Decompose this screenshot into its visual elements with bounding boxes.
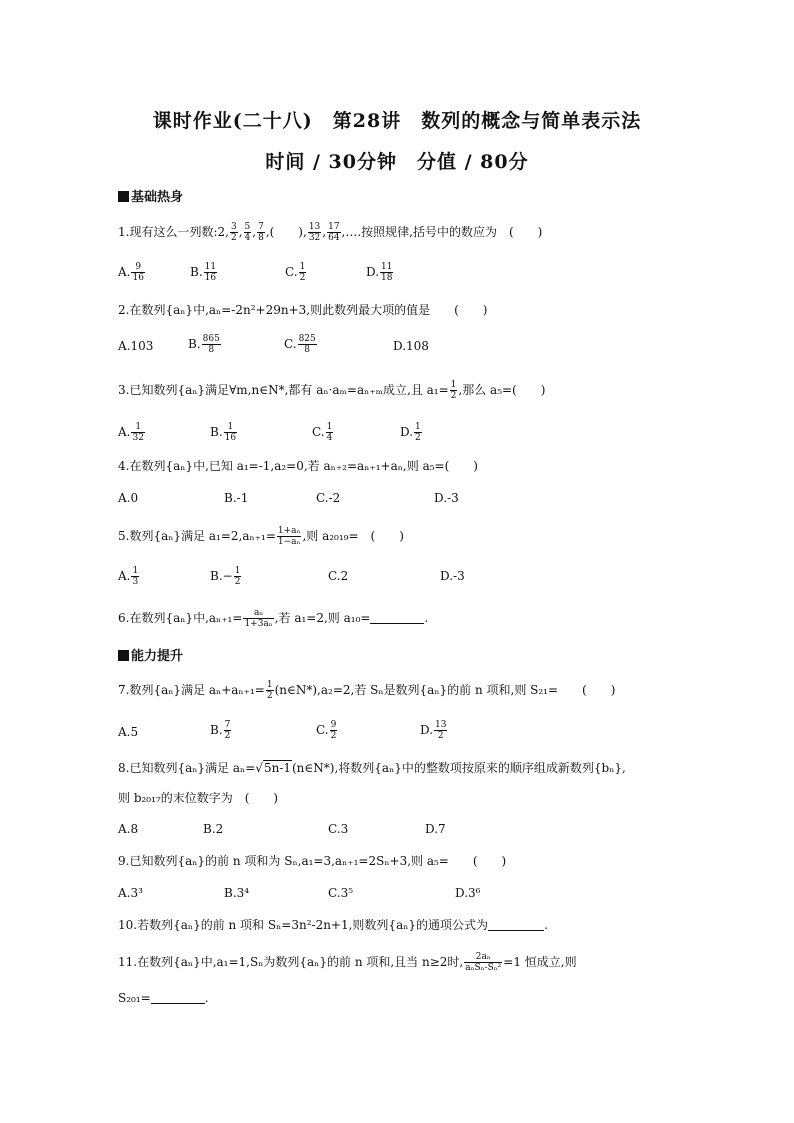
q4-option-b[interactable]: B.-1: [224, 491, 249, 505]
q9-option-a[interactable]: A.3³: [118, 886, 143, 900]
fraction: $\frac{3}{2}$: [230, 222, 237, 243]
fraction: $\frac{1}{2}$: [266, 680, 273, 701]
q9-option-c[interactable]: C.3⁵: [328, 886, 354, 900]
q7-option-b[interactable]: B. $\frac{7}{2}$: [210, 720, 231, 741]
square-bullet-icon: [118, 650, 129, 661]
q3-option-a[interactable]: A. $\frac{1}{32}$: [118, 422, 144, 443]
question-2: 2.在数列{aₙ}中,aₙ=-2n²+29n+3,则此数列最大项的值是 ( ): [118, 303, 488, 317]
q8-option-a[interactable]: A.8: [118, 822, 139, 836]
fraction: $\frac{\text{2aₙ}}{\text{aₙSₙ-Sₙ²}}$: [465, 952, 502, 973]
q2-option-d[interactable]: D.108: [393, 339, 429, 353]
question-9: 9.已知数列{aₙ}的前 n 项和为 Sₙ,a₁=3,aₙ₊₁=2Sₙ+3,则 a₅= ( ): [118, 854, 507, 868]
question-11-line-2: S₂₀₁= .: [118, 991, 209, 1005]
fraction: $\frac{5}{4}$: [244, 222, 251, 243]
question-3: 3.已知数列{aₙ}满足∀m,n∈N*,都有 aₙ·aₘ=aₙ₊ₘ成立,且 a₁= $\frac{1}{2}$ ,那么 a₅=( ): [118, 380, 546, 401]
fraction: $\frac{\text{1+aₙ}}{\text{1−aₙ}}$: [277, 526, 301, 547]
q8-option-d[interactable]: D.7: [425, 822, 446, 836]
q4-option-c[interactable]: C.-2: [316, 491, 341, 505]
q5-option-d[interactable]: D.-3: [440, 569, 465, 583]
q5-option-b[interactable]: B.− $\frac{1}{2}$: [210, 566, 241, 587]
q7-option-a[interactable]: A.5: [118, 725, 139, 739]
q4-option-d[interactable]: D.-3: [434, 491, 459, 505]
q2-option-b[interactable]: B. $\frac{865}{8}$: [188, 334, 220, 355]
question-6: 6.在数列{aₙ}中,aₙ₊₁= $\frac{\text{aₙ}}{\text{1+3aₙ}}$ ,若 a₁=2,则 a₁₀= .: [118, 608, 429, 629]
question-10: 10.若数列{aₙ}的前 n 项和 Sₙ=3n²-2n+1,则数列{aₙ}的通项公式为 .: [118, 918, 548, 932]
q7-option-c[interactable]: C. $\frac{9}{2}$: [316, 720, 337, 741]
page-title: 课时作业(二十八) 第28讲 数列的概念与简单表示法: [152, 110, 642, 132]
fraction: $\frac{7}{8}$: [258, 222, 264, 243]
q5-option-c[interactable]: C.2: [328, 569, 349, 583]
q3-option-c[interactable]: C. $\frac{1}{4}$: [312, 422, 333, 443]
fraction: $\frac{17}{64}$: [328, 222, 340, 243]
q9-option-b[interactable]: B.3⁴: [224, 886, 250, 900]
question-4: 4.在数列{aₙ}中,已知 a₁=-1,a₂=0,若 aₙ₊₂=aₙ₊₁+aₙ,则 a₅=( ): [118, 459, 478, 473]
q4-option-a[interactable]: A.0: [118, 491, 139, 505]
answer-blank[interactable]: [370, 623, 424, 624]
section-basic: 基础热身: [118, 186, 183, 205]
q8-option-c[interactable]: C.3: [328, 822, 349, 836]
fraction: $\frac{1}{2}$: [450, 380, 457, 401]
fraction: $\frac{13}{32}$: [308, 222, 321, 243]
section-advanced: 能力提升: [118, 645, 183, 664]
q3-option-b[interactable]: B. $\frac{1}{16}$: [210, 422, 237, 443]
square-bullet-icon: [118, 191, 129, 202]
question-8: 8.已知数列{aₙ}满足 aₙ=√5n-1(n∈N*),将数列{aₙ}中的整数项按原来的顺序组成新数列{bₙ},: [118, 761, 626, 775]
q2-option-a[interactable]: A.103: [118, 339, 154, 353]
q1-option-d[interactable]: D. $\frac{11}{18}$: [366, 262, 393, 283]
answer-blank[interactable]: [488, 930, 544, 931]
q5-option-a[interactable]: A. $\frac{1}{3}$: [118, 566, 139, 587]
question-1: 1.现有这么一列数:2, $\frac{3}{2}$ , $\frac{5}{4}$ , $\frac{7}{8}$ ,( ), $\frac{13}{32}$ , $\frac{17}{64}$ ,….按照规律,括号中的数应为 ( ): [118, 222, 543, 243]
q1-option-a[interactable]: A. $\frac{9}{16}$: [118, 262, 144, 283]
q7-option-d[interactable]: D. $\frac{13}{2}$: [420, 720, 447, 741]
question-7: 7.数列{aₙ}满足 aₙ+aₙ₊₁= $\frac{1}{2}$ (n∈N*),a₂=2,若 Sₙ是数列{aₙ}的前 n 项和,则 S₂₁= ( ): [118, 680, 616, 701]
fraction: $\frac{\text{aₙ}}{\text{1+3aₙ}}$: [244, 608, 273, 629]
q2-option-c[interactable]: C. $\frac{825}{8}$: [284, 334, 316, 355]
answer-blank[interactable]: [151, 1003, 205, 1004]
q8-option-b[interactable]: B.2: [203, 822, 224, 836]
question-11: 11.在数列{aₙ}中,a₁=1,Sₙ为数列{aₙ}的前 n 项和,且当 n≥2时, $\frac{\text{2aₙ}}{\text{aₙSₙ-Sₙ²}}$ =1 恒成立,则: [118, 952, 577, 973]
time-score-subtitle: 时间 / 30分钟 分值 / 80分: [265, 151, 529, 173]
question-8-line-2: 则 b₂₀₁₇的末位数字为 ( ): [118, 791, 279, 805]
q3-option-d[interactable]: D. $\frac{1}{2}$: [400, 422, 421, 443]
q1-option-b[interactable]: B. $\frac{11}{16}$: [190, 262, 217, 283]
q9-option-d[interactable]: D.3⁶: [455, 886, 481, 900]
question-5: 5.数列{aₙ}满足 a₁=2,aₙ₊₁= $\frac{\text{1+aₙ}}{\text{1−aₙ}}$ ,则 a₂₀₁₉= ( ): [118, 526, 404, 547]
q1-option-c[interactable]: C. $\frac{1}{2}$: [285, 262, 306, 283]
